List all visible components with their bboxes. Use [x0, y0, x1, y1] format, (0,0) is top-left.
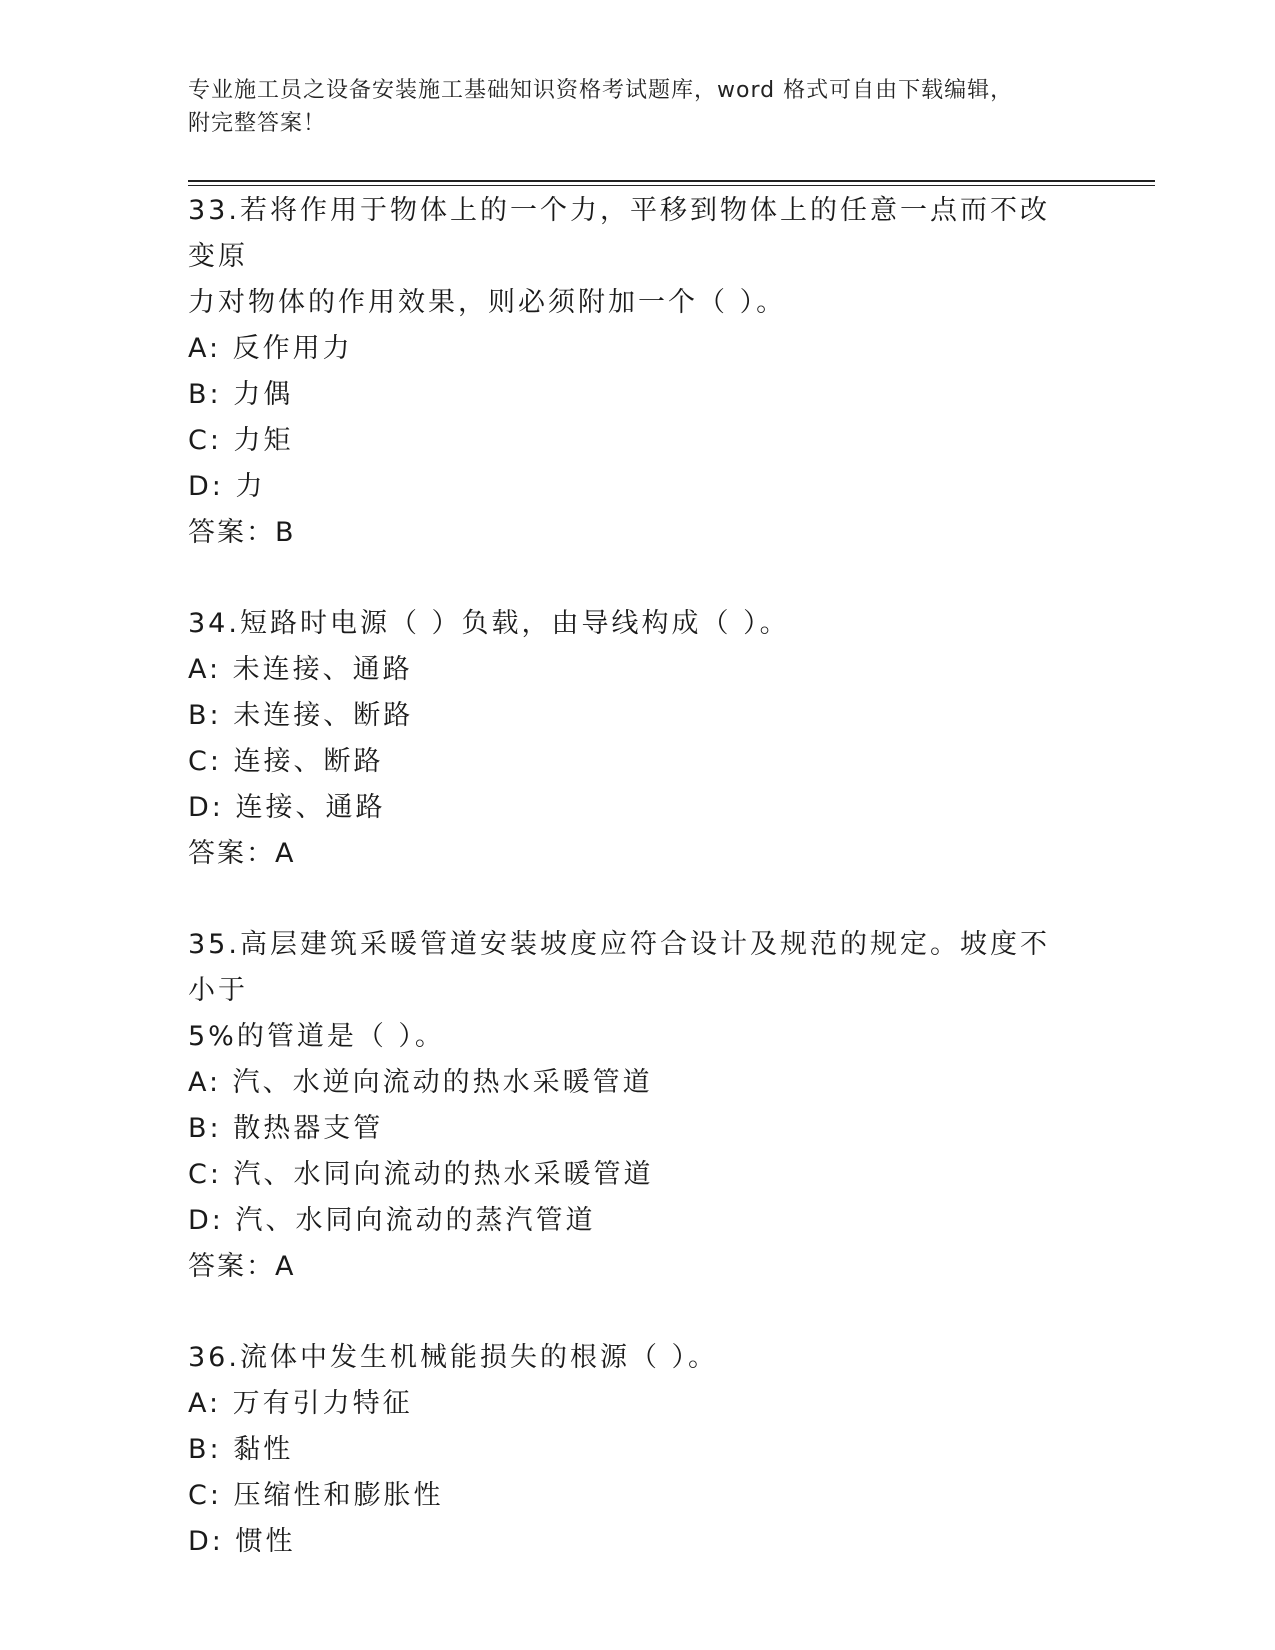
question-stem: 36.流体中发生机械能损失的根源（ ）。 — [188, 1342, 719, 1373]
option-c: C: 连接、断路 — [188, 746, 384, 777]
question-stem-line-1: 33.若将作用于物体上的一个力，平移到物体上的任意一点而不改变原 — [188, 195, 1050, 272]
header-line-1: 专业施工员之设备安装施工基础知识资格考试题库，word 格式可自由下载编辑， — [188, 78, 1014, 103]
question-36 — [188, 1335, 1088, 1565]
option-c: C: 压缩性和膨胀性 — [188, 1480, 444, 1511]
question-stem-line-2: 5%的管道是（ ）。 — [188, 1021, 445, 1052]
answer-line: 答案：A — [188, 1251, 296, 1282]
option-d: D: 力 — [188, 471, 266, 502]
question-stem-line-2: 力对物体的作用效果，则必须附加一个（ ）。 — [188, 287, 787, 318]
option-a: A: 万有引力特征 — [188, 1388, 413, 1419]
question-stem: 34.短路时电源（ ）负载，由导线构成（ ）。 — [188, 608, 790, 639]
question-34 — [188, 601, 1088, 877]
option-d: D: 惯性 — [188, 1526, 296, 1557]
question-stem-line-1: 35.高层建筑采暖管道安装坡度应符合设计及规范的规定。坡度不小于 — [188, 929, 1050, 1006]
option-d: D: 汽、水同向流动的蒸汽管道 — [188, 1205, 596, 1236]
question-stem — [188, 922, 1078, 1060]
option-c: C: 汽、水同向流动的热水采暖管道 — [188, 1159, 654, 1190]
question-35 — [188, 922, 1088, 1290]
document-header — [188, 74, 1088, 140]
option-c: C: 力矩 — [188, 425, 294, 456]
answer-line: 答案：B — [188, 517, 296, 548]
option-b: B: 未连接、断路 — [188, 700, 414, 731]
option-a: A: 汽、水逆向流动的热水采暖管道 — [188, 1067, 653, 1098]
question-spacer — [188, 556, 1088, 601]
header-divider-thick — [188, 180, 1155, 182]
question-spacer — [188, 877, 1088, 922]
header-divider-thin — [188, 185, 1155, 186]
option-b: B: 力偶 — [188, 379, 294, 410]
header-line-2: 附完整答案！ — [188, 111, 327, 136]
question-stem — [188, 188, 1078, 326]
option-b: B: 黏性 — [188, 1434, 294, 1465]
option-a: A: 未连接、通路 — [188, 654, 413, 685]
answer-line: 答案：A — [188, 838, 296, 869]
question-spacer — [188, 1290, 1088, 1335]
option-a: A: 反作用力 — [188, 333, 353, 364]
option-d: D: 连接、通路 — [188, 792, 386, 823]
question-33 — [188, 188, 1088, 556]
question-list — [188, 188, 1088, 1565]
option-b: B: 散热器支管 — [188, 1113, 384, 1144]
